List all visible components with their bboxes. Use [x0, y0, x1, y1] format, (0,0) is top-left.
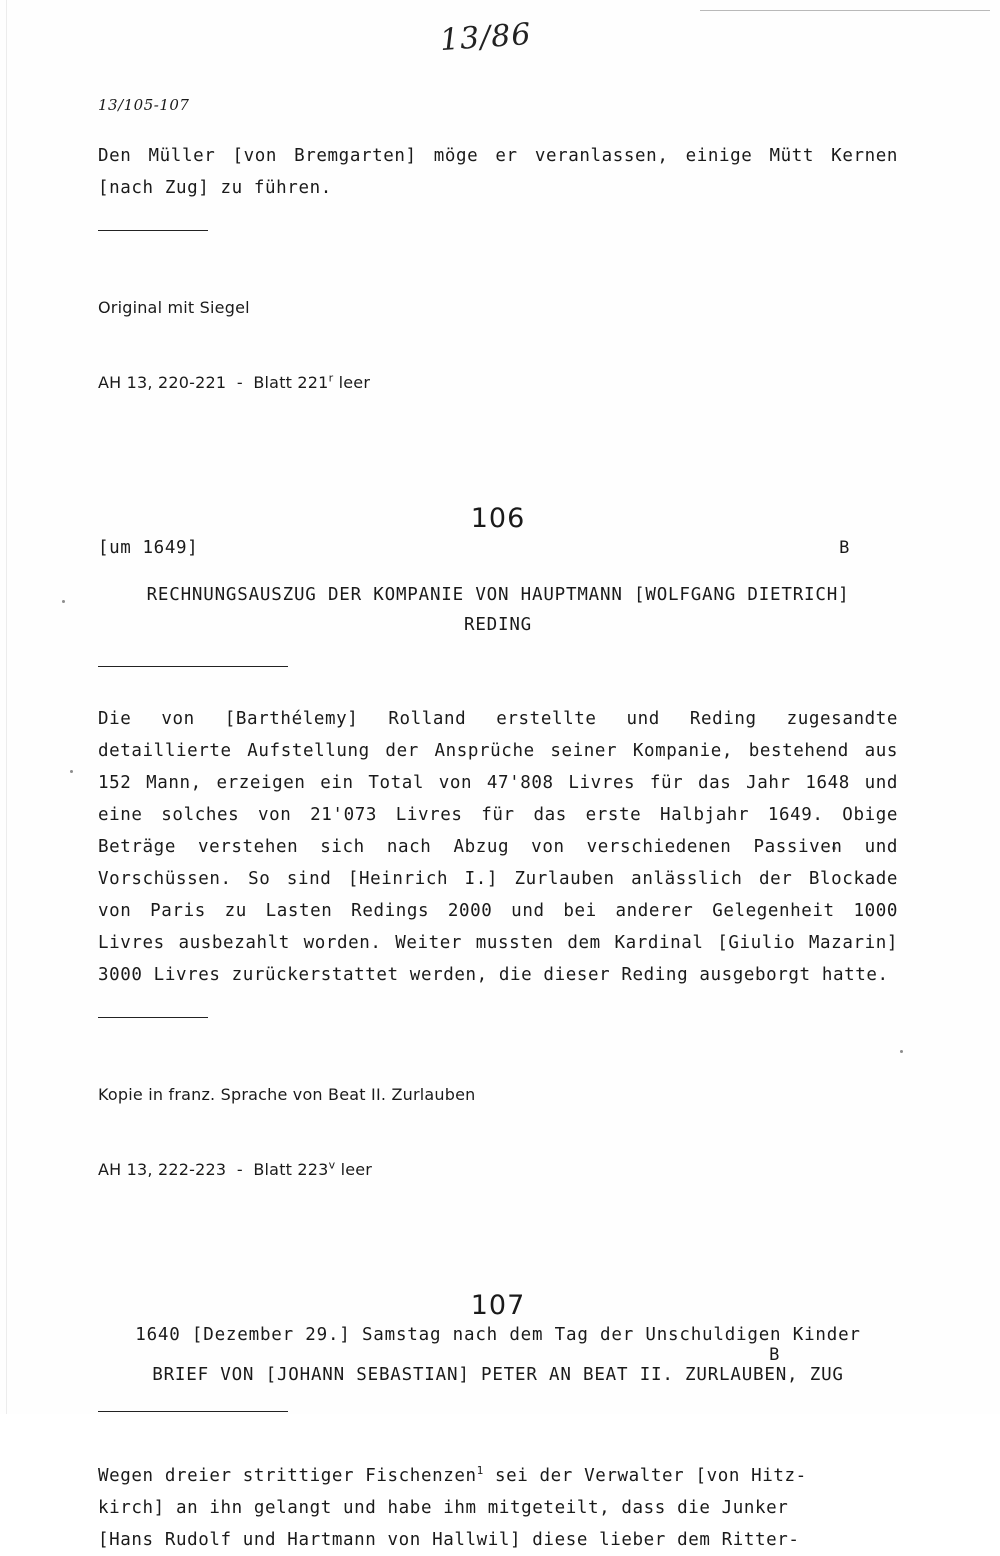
entry-107-title: BRIEF VON [JOHANN SEBASTIAN] PETER AN BEAT II. ZURLAUBEN, ZUG [152, 1365, 844, 1385]
entry-105-summary: Den Müller [von Bremgarten] möge er veranlassen, einige Mütt Kernen [nach Zug] zu führen. [98, 146, 910, 198]
entry-106-title [98, 580, 898, 640]
entry-106-title-line-2: REDING [463, 615, 532, 635]
handwritten-marginalia: 13/86 [438, 16, 533, 59]
scan-edge-line-left [6, 0, 7, 1414]
divider-rule [98, 666, 288, 667]
entry-106-source-prefix: AH 13, 222-223 - Blatt 223 [98, 1160, 329, 1179]
entry-107-body-rest: kirch] an ihn gelangt und habe ihm mitgeteilt, dass die Junker [Hans Rudolf und Hartmann von Hallwil] diese lieber dem Ritter- [98, 1498, 800, 1550]
divider-rule [98, 1411, 288, 1412]
divider-rule [98, 1017, 208, 1018]
entry-107-number: 107 [470, 1290, 526, 1321]
entry-106-date: [um 1649] [98, 538, 199, 558]
entry-106-title-line-1: RECHNUNGSAUSZUG DER KOMPANIE VON HAUPTMANN [WOLFGANG DIETRICH] [146, 585, 850, 605]
entry-106-source [98, 1032, 898, 1232]
entry-106-marker: B [839, 538, 850, 558]
scan-speck [62, 600, 65, 603]
entry-107-body-part-1: Wegen dreier strittiger Fischenzen [98, 1466, 477, 1486]
entry-106-source-line-1: Kopie in franz. Sprache von Beat II. Zurlauben [98, 1085, 476, 1104]
entry-106-source-suffix: leer [335, 1160, 373, 1179]
entry-107-body [98, 1460, 898, 1556]
entry-107-footnote-marker: 1 [476, 1464, 484, 1478]
entry-105-source [98, 245, 898, 445]
entry-106-head-row [98, 538, 898, 558]
entry-106-number: 106 [470, 503, 526, 534]
entry-106-body: Die von [Barthélemy] Rolland erstellte und Reding zugesandte detaillierte Aufstellung der Ansprüche seiner Kompanie, bestehend aus 152 Mann, erzeigen ein Total von 47'808 Livres für das Jahr 1648 und eine solches von 21'073 Livres für das erste Halbjahr 1649. Obige Beträge verstehen sich nach Abzug von verschiedenen Passiven und Vorschüssen. So sind [Heinrich I.] Zurlauben anlässlich der Blockade von Paris zu Lasten Redings 2000 und bei anderer Gelegenheit 1000 Livres ausbezahlt worden. Weiter mussten dem Kardinal [Giulio Mazarin] 3000 Livres zurückerstattet werden, die dieser Reding ausgeborgt hatte. [98, 709, 910, 985]
entry-107-body-part-2: sei der Verwalter [von Hitz- [483, 1466, 807, 1486]
document-content [98, 96, 910, 1556]
entry-106-source-line-2 [98, 1157, 898, 1182]
entry-105-source-line-1: Original mit Siegel [98, 298, 250, 317]
entry-105-source-sup: r [328, 371, 334, 385]
scan-edge-line-top [700, 10, 990, 11]
scan-speck [900, 1050, 903, 1053]
entry-105-source-suffix: leer [333, 373, 371, 392]
entry-105-source-prefix: AH 13, 220-221 - Blatt 221 [98, 373, 329, 392]
scan-speck [70, 770, 73, 773]
divider-rule [98, 230, 208, 231]
entry-105-source-line-2 [98, 370, 898, 395]
entry-107-date: 1640 [Dezember 29.] Samstag nach dem Tag der Unschuldigen Kinder [135, 1325, 861, 1345]
entry-107-marker: B [769, 1345, 780, 1365]
folio-reference: 13/105-107 [98, 96, 190, 114]
entry-106-source-sup: v [328, 1158, 336, 1172]
